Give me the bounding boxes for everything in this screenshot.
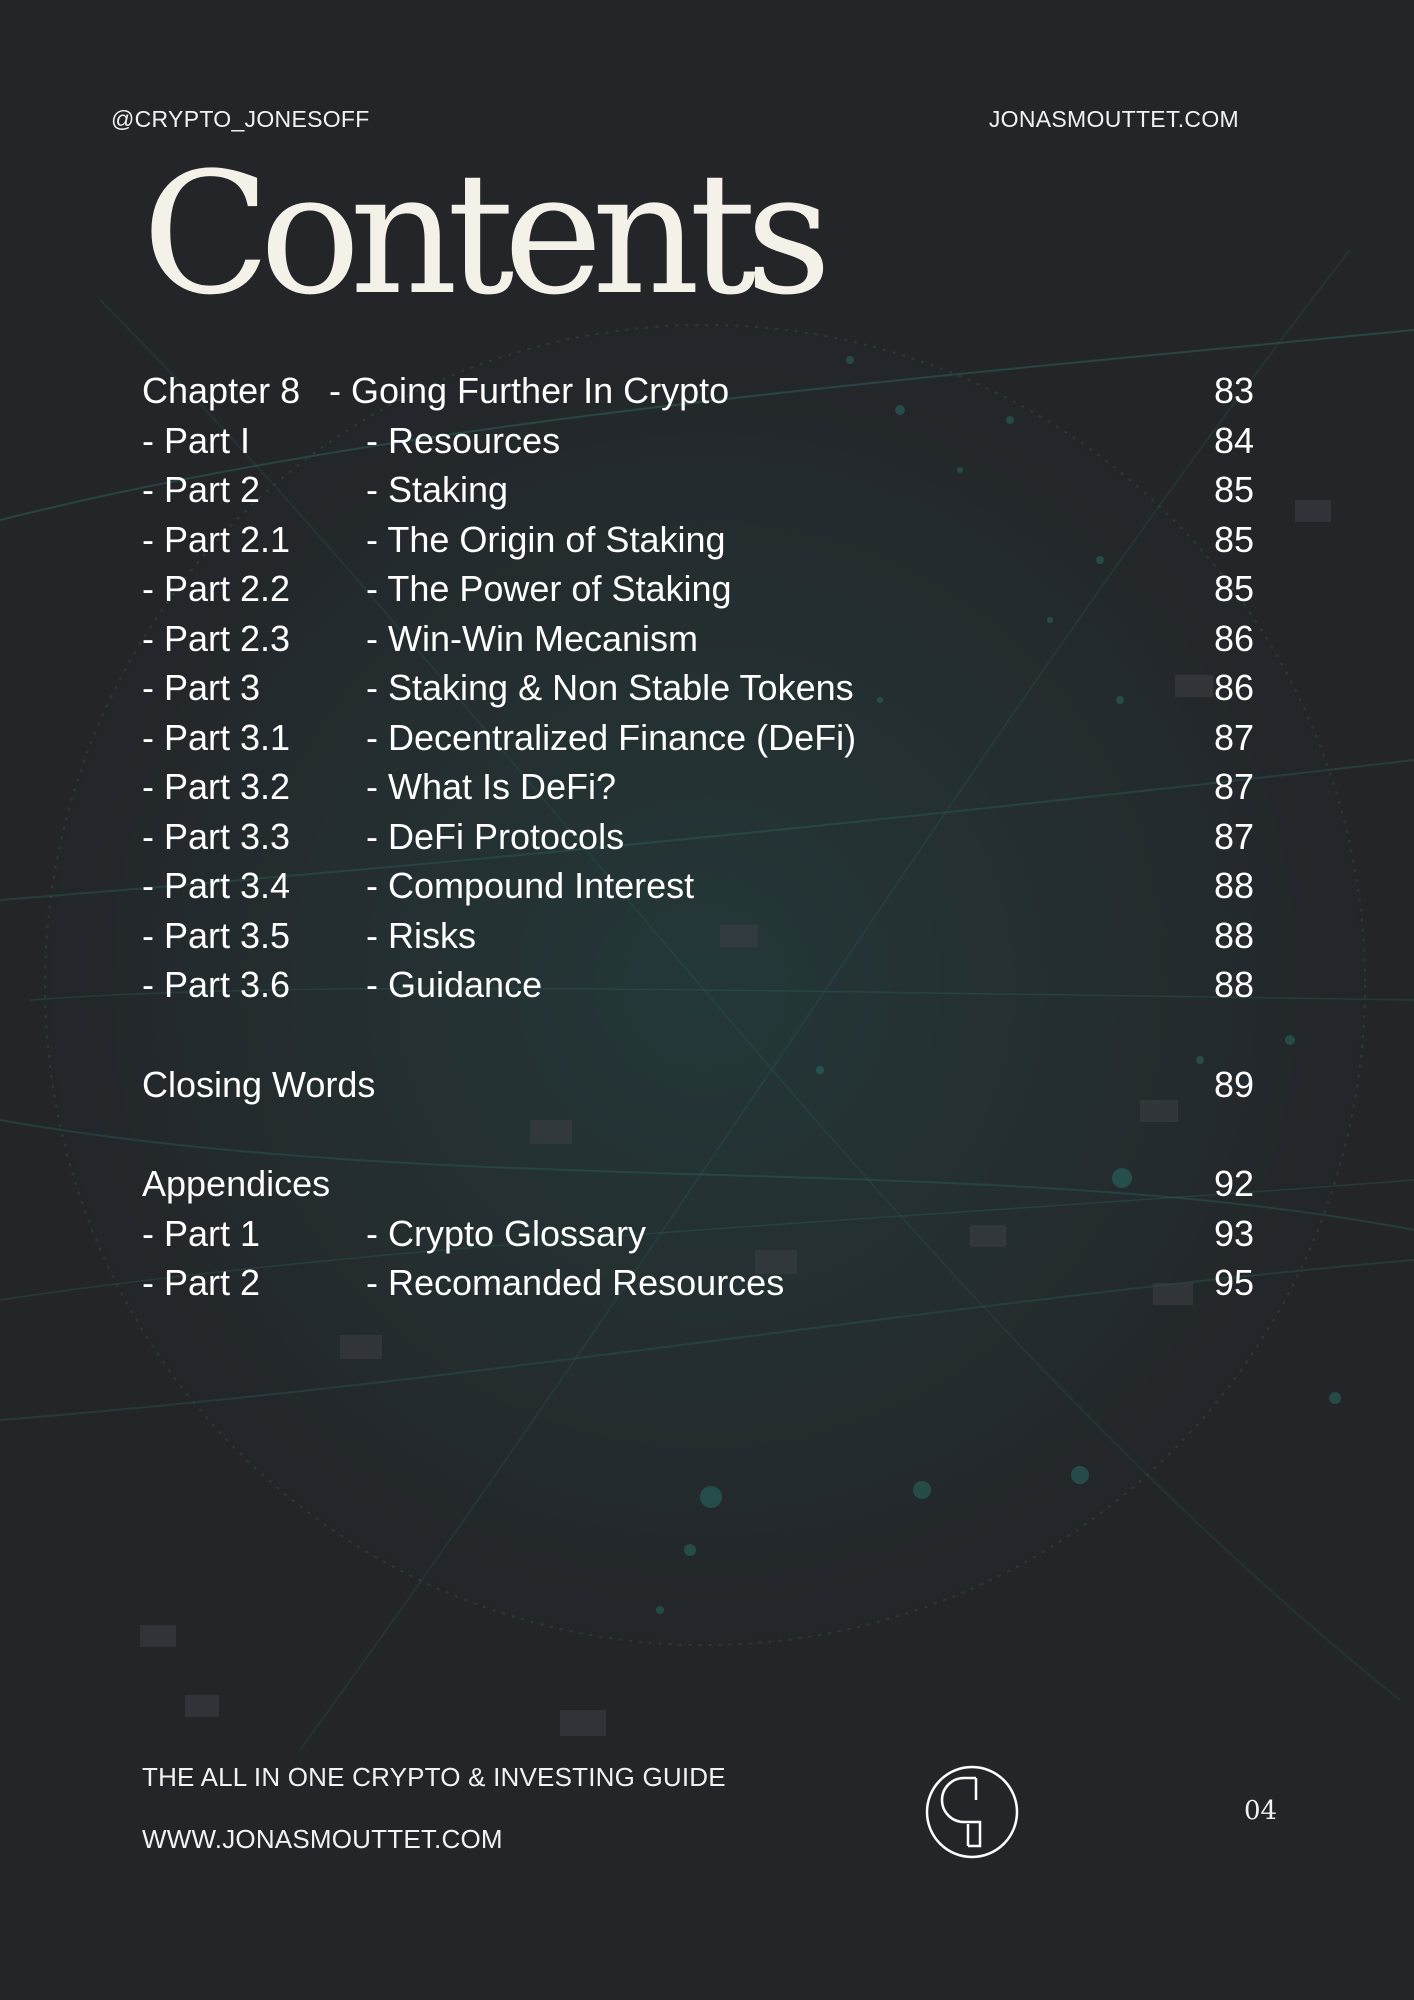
toc-chapter-row: [142, 366, 1254, 416]
toc-appendix-part-label: - Part 1: [142, 1212, 261, 1254]
header-website: JONASMOUTTET.COM: [988, 106, 1239, 132]
toc-part-label: - Part 3: [142, 667, 261, 708]
toc-part-label: - Part 2.1: [142, 518, 291, 560]
toc-chapter-title: - Going Further In Crypto: [329, 370, 730, 411]
toc-part-label: - Part 2.3: [142, 617, 291, 659]
toc-part-title: - Resources: [366, 419, 561, 461]
toc-part-label: - Part 3.4: [142, 865, 291, 906]
toc-part-page: 85: [1213, 518, 1254, 560]
toc-closing-label: Closing Words: [142, 1063, 376, 1105]
toc-part-page: 88: [1213, 964, 1254, 1005]
table-of-contents: [142, 366, 1254, 1308]
toc-part-label: - Part I: [142, 419, 251, 461]
toc-row: [142, 663, 1254, 713]
toc-appendix-part-title: - Crypto Glossary: [366, 1212, 647, 1254]
toc-appendix-part-page: 93: [1213, 1212, 1254, 1254]
toc-closing-page: 89: [1213, 1063, 1254, 1105]
toc-appendices-label: Appendices: [142, 1163, 331, 1204]
toc-part-page: 84: [1213, 419, 1254, 461]
toc-row: [142, 416, 1254, 466]
toc-part-label: - Part 2: [142, 469, 261, 510]
toc-part-label: - Part 2.2: [142, 568, 291, 609]
page-title: Contents: [142, 136, 821, 332]
toc-part-label: - Part 3.5: [142, 914, 291, 956]
brand-logo-icon: [924, 1764, 1020, 1860]
page-number: 04: [1244, 1796, 1278, 1826]
toc-row: [142, 812, 1254, 862]
toc-part-page: 88: [1213, 865, 1254, 906]
toc-part-title: - Compound Interest: [366, 865, 695, 906]
toc-row: [142, 1258, 1254, 1308]
toc-part-page: 86: [1213, 617, 1254, 659]
toc-part-page: 85: [1213, 568, 1254, 609]
toc-part-title: - Risks: [366, 914, 476, 956]
footer-guide-title: THE ALL IN ONE CRYPTO & INVESTING GUIDE: [142, 1762, 726, 1792]
toc-part-title: - Guidance: [366, 964, 543, 1005]
footer-website: WWW.JONASMOUTTET.COM: [142, 1824, 503, 1854]
toc-part-title: - What Is DeFi?: [366, 766, 617, 807]
toc-part-label: - Part 3.1: [142, 716, 291, 758]
toc-closing-row: [142, 1060, 1254, 1110]
toc-part-title: - Decentralized Finance (DeFi): [366, 716, 857, 758]
toc-chapter-label: Chapter 8: [142, 370, 301, 411]
toc-row: [142, 713, 1254, 763]
toc-row: [142, 465, 1254, 515]
toc-row: [142, 614, 1254, 664]
toc-part-page: 87: [1213, 815, 1254, 857]
toc-part-page: 86: [1213, 667, 1254, 708]
toc-appendix-part-label: - Part 2: [142, 1262, 261, 1303]
toc-part-title: - Staking: [366, 469, 509, 510]
toc-part-title: - The Origin of Staking: [366, 518, 726, 560]
toc-part-page: 88: [1213, 914, 1254, 956]
toc-part-title: - The Power of Staking: [366, 568, 732, 609]
toc-appendices-page: 92: [1213, 1163, 1254, 1204]
toc-appendix-part-title: - Recomanded Resources: [366, 1262, 785, 1303]
toc-part-label: - Part 3.3: [142, 815, 291, 857]
header-handle: @CRYPTO_JONESOFF: [111, 106, 370, 132]
toc-row: [142, 960, 1254, 1010]
toc-row: [142, 762, 1254, 812]
toc-appendices-row: [142, 1159, 1254, 1209]
toc-part-page: 87: [1213, 766, 1254, 807]
toc-part-page: 87: [1213, 716, 1254, 758]
toc-part-title: - Staking & Non Stable Tokens: [366, 667, 854, 708]
toc-part-page: 85: [1213, 469, 1254, 510]
toc-row: [142, 861, 1254, 911]
toc-appendix-part-page: 95: [1213, 1262, 1254, 1303]
toc-part-title: - Win-Win Mecanism: [366, 617, 699, 659]
toc-chapter-page: 83: [1213, 370, 1254, 411]
toc-row: [142, 1209, 1254, 1259]
toc-row: [142, 515, 1254, 565]
toc-row: [142, 911, 1254, 961]
toc-part-label: - Part 3.6: [142, 964, 291, 1005]
toc-part-title: - DeFi Protocols: [366, 815, 625, 857]
toc-row: [142, 564, 1254, 614]
toc-part-label: - Part 3.2: [142, 766, 291, 807]
